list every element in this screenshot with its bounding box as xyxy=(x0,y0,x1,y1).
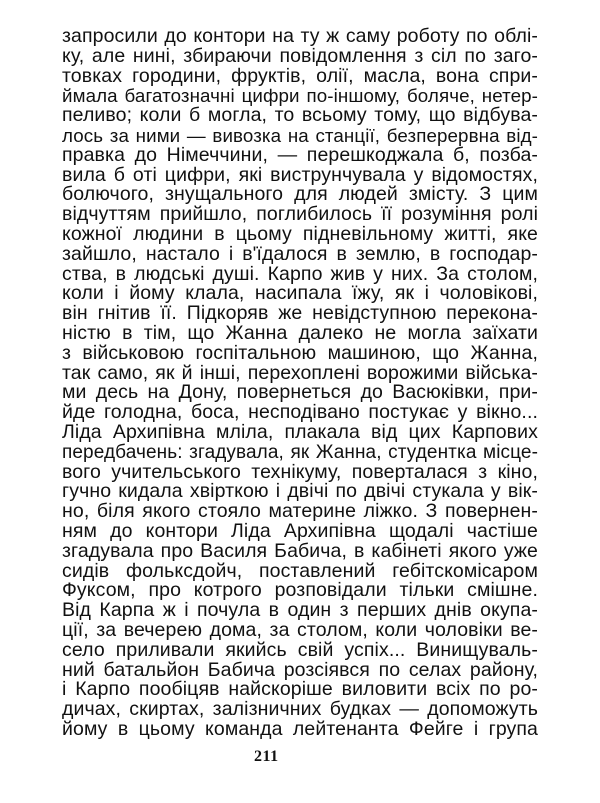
text-line: зайшло, настало і в'їдалося в землю, в господар- xyxy=(62,242,538,265)
text-line: і Карпо пообіцяв найскоріше виловити всіх по ро- xyxy=(62,678,538,701)
text-line: пеливо; коли б могла, то всьому тому, що відбува- xyxy=(62,104,538,127)
text-line: згадувала про Василя Бабича, в кабінеті якого уже xyxy=(62,539,538,562)
text-line: гучно кидала хвірткою і двічі по двічі стукала у вік- xyxy=(62,480,538,503)
text-line: йде голодна, боса, несподівано постукає у вікно... xyxy=(62,401,538,424)
text-line: ства, в людські душі. Карпо жив у них. За столом, xyxy=(62,262,538,285)
text-line: сидів фольксдойч, поставлений гебітскомісаром xyxy=(62,559,538,582)
text-line: відчуттям прийшло, поглибилось її розуміння ролі xyxy=(62,203,538,226)
body-text xyxy=(62,27,538,740)
text-line: но, біля якого стояло материне ліжко. З повернен- xyxy=(62,500,538,523)
text-line: кожної людини в цьому підневільному житті, яке xyxy=(62,222,538,245)
text-line: передбачень: згадувала, як Жанна, студентка місце- xyxy=(62,441,538,463)
text-line: правка до Німеччини, — перешкоджала б, позба- xyxy=(62,143,538,166)
text-line: Від Карпа ж і почула в один з перших днів окупа- xyxy=(62,599,538,622)
text-line: дичах, скиртах, залізничних будках — допоможуть xyxy=(62,698,538,721)
text-line: вила б оті цифри, які виструнчувала у відомостях, xyxy=(62,163,538,186)
text-line: так само, як й інші, перехоплені ворожими війська- xyxy=(62,361,538,384)
text-line: запросили до контори на ту ж саму роботу по облі- xyxy=(62,25,538,47)
text-line: товках городини, фруктів, олії, масла, вона спри- xyxy=(62,64,538,87)
text-line: вого учительського технікуму, поверталася з кіно, xyxy=(62,460,538,483)
text-line: село приливали якийсь свій успіх... Винищуваль- xyxy=(62,638,538,661)
text-line: коли і йому клала, насипала їжу, як і чоловікові, xyxy=(62,282,538,305)
text-line: лось за ними — вивозка на станції, безперервна від- xyxy=(62,124,538,146)
page-number: 211 xyxy=(254,748,279,765)
text-line: йому в цьому команда лейтенанта Фейге і група xyxy=(62,717,538,740)
text-line: він гнітив її. Підкоряв же невідступною перекона- xyxy=(62,302,538,325)
text-line: ний батальйон Бабича розсіявся по селах району, xyxy=(62,658,538,681)
text-line: з військовою госпітальною машиною, що Жанна, xyxy=(62,341,538,364)
text-line: ку, але нині, збираючи повідомлення з сіл по заго- xyxy=(62,44,538,67)
text-line: ністю в тім, що Жанна далеко не могла заїхати xyxy=(62,321,538,344)
text-line: ми десь на Дону, повернеться до Васюківки, при- xyxy=(62,381,538,404)
text-line: болючого, знущального для людей змісту. З цим xyxy=(62,183,538,206)
text-line: ції, за вечерею дома, за столом, коли чоловіки ве- xyxy=(62,618,538,641)
text-line: Ліда Архипівна мліла, плакала від цих Карпових xyxy=(62,420,538,443)
text-line: Фуксом, про котрого розповідали тільки смішне. xyxy=(62,579,538,602)
text-line: ням до контори Ліда Архипівна щодалі частіше xyxy=(62,519,538,542)
text-line: ймала багатозначні цифри по-іншому, боляче, нетер- xyxy=(62,85,538,107)
